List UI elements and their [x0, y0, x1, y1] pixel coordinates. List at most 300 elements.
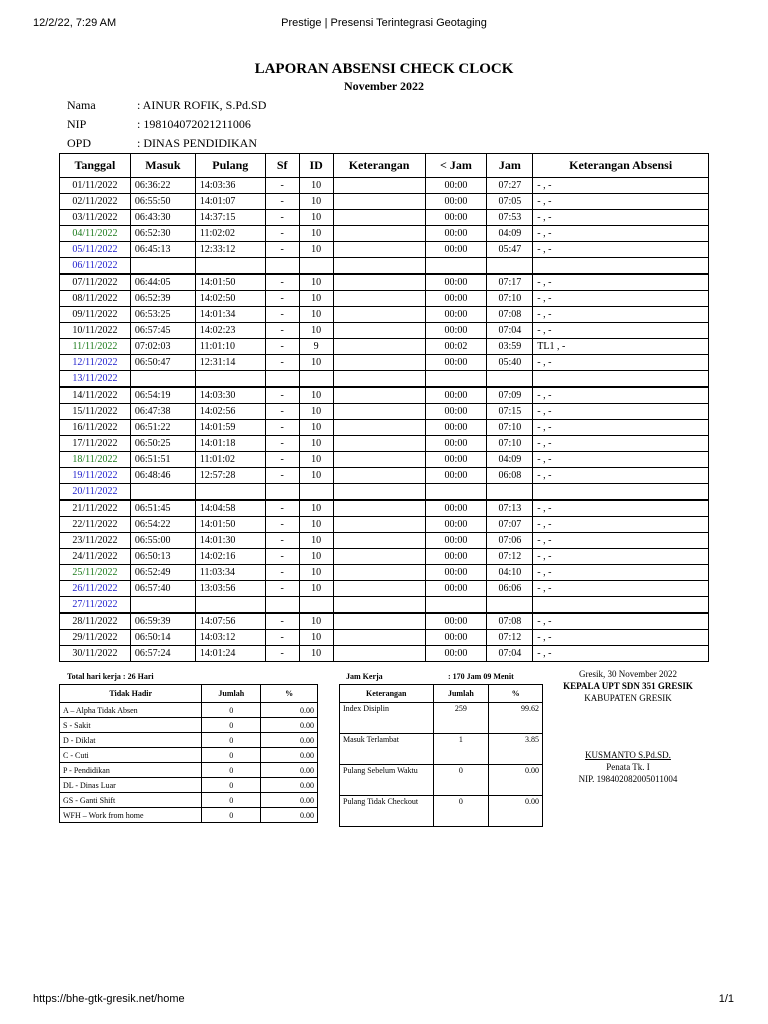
- table-cell: 00:00: [425, 517, 487, 533]
- table-row: [60, 436, 709, 452]
- table-cell: 00:00: [425, 436, 487, 452]
- table-cell: -: [265, 646, 299, 662]
- table-cell: 14:37:15: [195, 210, 265, 226]
- col-header: Masuk: [130, 154, 195, 178]
- table-cell: - , -: [533, 468, 709, 484]
- table-cell: 06:55:00: [130, 533, 195, 549]
- table-cell: 17/11/2022: [60, 436, 131, 452]
- table-cell: -: [265, 517, 299, 533]
- table-cell: 259: [433, 703, 489, 734]
- table-cell: 26/11/2022: [60, 581, 131, 597]
- table-cell: -: [265, 210, 299, 226]
- table-cell: 14:03:30: [195, 387, 265, 404]
- col-header: Tidak Hadir: [60, 685, 202, 703]
- table-cell: 0.00: [261, 793, 318, 808]
- table-cell: 07:09: [487, 387, 533, 404]
- table-cell: [425, 258, 487, 275]
- table-row: [60, 630, 709, 646]
- table-cell: 07:15: [487, 404, 533, 420]
- table-cell: 14:02:56: [195, 404, 265, 420]
- table-cell: 10: [299, 581, 333, 597]
- table-cell: [333, 549, 425, 565]
- table-cell: 0.00: [261, 718, 318, 733]
- table-cell: 23/11/2022: [60, 533, 131, 549]
- table-cell: [533, 371, 709, 388]
- table-cell: 0: [202, 733, 261, 748]
- table-cell: 07:04: [487, 646, 533, 662]
- table-cell: 10: [299, 436, 333, 452]
- signature-rank: Penata Tk. I: [606, 762, 650, 772]
- table-cell: [333, 226, 425, 242]
- table-cell: -: [265, 178, 299, 194]
- table-cell: 06:08: [487, 468, 533, 484]
- table-row: [60, 420, 709, 436]
- table-cell: 11/11/2022: [60, 339, 131, 355]
- table-cell: 14:04:58: [195, 500, 265, 517]
- table-cell: 10: [299, 533, 333, 549]
- table-row: [60, 371, 709, 388]
- table-cell: [333, 436, 425, 452]
- table-cell: 14:01:59: [195, 420, 265, 436]
- table-cell: [333, 307, 425, 323]
- table-cell: 0.00: [261, 808, 318, 823]
- col-header: Jam: [487, 154, 533, 178]
- info-opd: [67, 136, 257, 151]
- info-nama: [67, 98, 267, 113]
- attendance-body: [60, 178, 709, 662]
- col-header: Pulang: [195, 154, 265, 178]
- table-cell: [333, 597, 425, 614]
- table-cell: 06:51:45: [130, 500, 195, 517]
- table-cell: 07:17: [487, 274, 533, 291]
- table-cell: 00:00: [425, 468, 487, 484]
- col-header: Tanggal: [60, 154, 131, 178]
- table-cell: [425, 371, 487, 388]
- table-cell: 06:57:40: [130, 581, 195, 597]
- table-cell: 0: [202, 778, 261, 793]
- table-cell: 06:50:14: [130, 630, 195, 646]
- table-cell: 14:03:12: [195, 630, 265, 646]
- table-cell: 00:00: [425, 646, 487, 662]
- attendance-table: [59, 153, 709, 662]
- table-cell: 06:53:25: [130, 307, 195, 323]
- table-cell: 0: [202, 793, 261, 808]
- table-cell: -: [265, 436, 299, 452]
- table-cell: - , -: [533, 387, 709, 404]
- table-cell: 14:02:16: [195, 549, 265, 565]
- table-cell: -: [265, 581, 299, 597]
- table-cell: 29/11/2022: [60, 630, 131, 646]
- table-cell: 10: [299, 387, 333, 404]
- report-title: LAPORAN ABSENSI CHECK CLOCK: [254, 61, 514, 77]
- table-cell: - , -: [533, 613, 709, 630]
- table-row: [60, 355, 709, 371]
- print-page-number: 1/1: [718, 993, 734, 1005]
- table-cell: - , -: [533, 404, 709, 420]
- table-cell: 00:00: [425, 210, 487, 226]
- table-cell: 06/11/2022: [60, 258, 131, 275]
- table-row: [60, 307, 709, 323]
- table-row: [60, 517, 709, 533]
- table-cell: - , -: [533, 178, 709, 194]
- table-cell: 08/11/2022: [60, 291, 131, 307]
- table-cell: 07:07: [487, 517, 533, 533]
- table-cell: 10: [299, 630, 333, 646]
- info-value: : DINAS PENDIDIKAN: [137, 136, 257, 150]
- col-header: Keterangan Absensi: [533, 154, 709, 178]
- table-cell: - , -: [533, 210, 709, 226]
- table-cell: 04/11/2022: [60, 226, 131, 242]
- print-url: https://bhe-gtk-gresik.net/home: [33, 993, 185, 1005]
- table-cell: - , -: [533, 533, 709, 549]
- table-cell: 07:53: [487, 210, 533, 226]
- table-cell: [299, 597, 333, 614]
- table-cell: 02/11/2022: [60, 194, 131, 210]
- table-cell: 10: [299, 517, 333, 533]
- table-cell: S - Sakit: [60, 718, 202, 733]
- table-cell: [533, 597, 709, 614]
- col-header: Sf: [265, 154, 299, 178]
- table-row: [60, 581, 709, 597]
- table-cell: 12/11/2022: [60, 355, 131, 371]
- table-cell: 14:01:50: [195, 517, 265, 533]
- table-cell: 10: [299, 404, 333, 420]
- col-header: < Jam: [425, 154, 487, 178]
- table-cell: 06:59:39: [130, 613, 195, 630]
- table-cell: 12:57:28: [195, 468, 265, 484]
- table-cell: 10: [299, 500, 333, 517]
- table-cell: - , -: [533, 274, 709, 291]
- table-cell: -: [265, 226, 299, 242]
- table-cell: [333, 517, 425, 533]
- table-cell: [195, 258, 265, 275]
- info-label: Nama: [67, 98, 96, 112]
- table-cell: -: [265, 274, 299, 291]
- table-cell: 06:48:46: [130, 468, 195, 484]
- table-cell: 06:44:05: [130, 274, 195, 291]
- table-cell: 10: [299, 291, 333, 307]
- table-row: [60, 484, 709, 501]
- table-cell: 10: [299, 452, 333, 468]
- table-cell: 0: [202, 718, 261, 733]
- table-cell: [533, 258, 709, 275]
- table-cell: 11:01:02: [195, 452, 265, 468]
- table-cell: [265, 258, 299, 275]
- table-cell: 07:10: [487, 291, 533, 307]
- table-cell: 11:03:34: [195, 565, 265, 581]
- table-cell: 3.85: [489, 734, 543, 765]
- table-cell: 14:03:36: [195, 178, 265, 194]
- table-cell: Pulang Sebelum Waktu: [340, 765, 434, 796]
- table-cell: 10: [299, 646, 333, 662]
- table-cell: 00:00: [425, 242, 487, 258]
- table-cell: 07:06: [487, 533, 533, 549]
- table-row: [60, 404, 709, 420]
- table-cell: [299, 258, 333, 275]
- table-cell: 06:57:24: [130, 646, 195, 662]
- table-cell: 06:57:45: [130, 323, 195, 339]
- table-cell: -: [265, 549, 299, 565]
- table-cell: [333, 323, 425, 339]
- table-cell: 00:00: [425, 274, 487, 291]
- report-period: November 2022: [343, 79, 425, 93]
- table-cell: -: [265, 387, 299, 404]
- table-cell: [299, 484, 333, 501]
- table-cell: - , -: [533, 500, 709, 517]
- table-cell: [333, 630, 425, 646]
- info-label: OPD: [67, 136, 92, 150]
- table-cell: 00:00: [425, 549, 487, 565]
- table-cell: - , -: [533, 291, 709, 307]
- table-cell: 0: [202, 748, 261, 763]
- table-cell: [333, 565, 425, 581]
- table-cell: [333, 452, 425, 468]
- table-row: [60, 291, 709, 307]
- table-cell: 07:05: [487, 194, 533, 210]
- table-cell: 11:02:02: [195, 226, 265, 242]
- table-cell: [533, 484, 709, 501]
- table-cell: 03:59: [487, 339, 533, 355]
- table-cell: [333, 210, 425, 226]
- table-cell: 00:00: [425, 420, 487, 436]
- table-cell: [333, 194, 425, 210]
- col-header: %: [261, 685, 318, 703]
- table-cell: 10: [299, 468, 333, 484]
- table-cell: - , -: [533, 549, 709, 565]
- table-cell: 00:00: [425, 404, 487, 420]
- table-cell: 14:01:07: [195, 194, 265, 210]
- table-cell: 10: [299, 194, 333, 210]
- table-cell: - , -: [533, 323, 709, 339]
- table-cell: - , -: [533, 355, 709, 371]
- info-nip: [67, 117, 251, 132]
- table-cell: 0.00: [261, 733, 318, 748]
- table-cell: 03/11/2022: [60, 210, 131, 226]
- table-cell: -: [265, 533, 299, 549]
- table-cell: 30/11/2022: [60, 646, 131, 662]
- table-row: [60, 778, 318, 793]
- table-cell: 10: [299, 549, 333, 565]
- table-cell: [195, 484, 265, 501]
- table-cell: 00:02: [425, 339, 487, 355]
- table-cell: 05:40: [487, 355, 533, 371]
- table-cell: [333, 291, 425, 307]
- table-cell: -: [265, 242, 299, 258]
- table-cell: A – Alpha Tidak Absen: [60, 703, 202, 718]
- table-cell: -: [265, 468, 299, 484]
- table-cell: 12:31:14: [195, 355, 265, 371]
- table-cell: 06:45:13: [130, 242, 195, 258]
- table-cell: [333, 339, 425, 355]
- table-cell: 00:00: [425, 565, 487, 581]
- table-cell: [333, 581, 425, 597]
- table-cell: - , -: [533, 436, 709, 452]
- table-cell: 07:12: [487, 549, 533, 565]
- table-cell: [195, 371, 265, 388]
- table-row: [60, 500, 709, 517]
- table-cell: 07:08: [487, 613, 533, 630]
- col-header: Keterangan: [340, 685, 434, 703]
- table-row: [60, 468, 709, 484]
- table-header-row: [340, 685, 543, 703]
- table-cell: 00:00: [425, 387, 487, 404]
- table-cell: 00:00: [425, 307, 487, 323]
- print-datetime: 12/2/22, 7:29 AM: [33, 17, 117, 29]
- table-cell: 99.62: [489, 703, 543, 734]
- table-cell: 0.00: [261, 703, 318, 718]
- table-cell: 07:10: [487, 436, 533, 452]
- table-cell: 00:00: [425, 178, 487, 194]
- table-cell: [333, 355, 425, 371]
- table-cell: - , -: [533, 517, 709, 533]
- table-cell: 21/11/2022: [60, 500, 131, 517]
- table-cell: 0.00: [261, 778, 318, 793]
- table-cell: - , -: [533, 630, 709, 646]
- table-cell: [333, 420, 425, 436]
- table-cell: [425, 484, 487, 501]
- table-cell: 0: [433, 796, 489, 827]
- table-row: [60, 597, 709, 614]
- table-cell: -: [265, 500, 299, 517]
- table-row: [60, 703, 318, 718]
- table-cell: GS - Ganti Shift: [60, 793, 202, 808]
- table-cell: -: [265, 565, 299, 581]
- table-cell: [333, 242, 425, 258]
- col-header: Jumlah: [433, 685, 489, 703]
- table-cell: 14:02:23: [195, 323, 265, 339]
- table-cell: 00:00: [425, 500, 487, 517]
- table-cell: 10: [299, 178, 333, 194]
- table-cell: 07:02:03: [130, 339, 195, 355]
- print-page-title: Prestige | Presensi Terintegrasi Geotaging: [281, 17, 487, 29]
- discipline-summary-body: [340, 703, 543, 827]
- table-cell: 14:02:50: [195, 291, 265, 307]
- table-cell: 01/11/2022: [60, 178, 131, 194]
- table-cell: 10: [299, 242, 333, 258]
- col-header: %: [489, 685, 543, 703]
- table-cell: [333, 484, 425, 501]
- table-cell: [333, 274, 425, 291]
- table-cell: 00:00: [425, 613, 487, 630]
- table-cell: [333, 371, 425, 388]
- table-cell: 06:50:47: [130, 355, 195, 371]
- table-cell: Masuk Terlambat: [340, 734, 434, 765]
- table-cell: 00:00: [425, 452, 487, 468]
- table-cell: 04:09: [487, 226, 533, 242]
- table-cell: 05/11/2022: [60, 242, 131, 258]
- table-cell: -: [265, 420, 299, 436]
- table-cell: [425, 597, 487, 614]
- table-cell: [130, 484, 195, 501]
- jam-kerja-value: : 170 Jam 09 Menit: [448, 672, 514, 681]
- table-cell: 07:10: [487, 420, 533, 436]
- table-cell: [265, 597, 299, 614]
- table-cell: WFH – Work from home: [60, 808, 202, 823]
- table-row: [60, 210, 709, 226]
- table-cell: [333, 613, 425, 630]
- info-value: : 198104072021211006: [137, 117, 251, 131]
- table-cell: - , -: [533, 307, 709, 323]
- table-row: [60, 274, 709, 291]
- table-cell: 14:01:50: [195, 274, 265, 291]
- table-row: [60, 323, 709, 339]
- table-cell: 15/11/2022: [60, 404, 131, 420]
- signature-name: KUSMANTO S.Pd.SD.: [585, 750, 671, 760]
- table-cell: TL1 , -: [533, 339, 709, 355]
- table-cell: - , -: [533, 565, 709, 581]
- table-cell: [487, 597, 533, 614]
- table-cell: 05:47: [487, 242, 533, 258]
- table-cell: Pulang Tidak Checkout: [340, 796, 434, 827]
- table-cell: [333, 533, 425, 549]
- table-cell: [265, 371, 299, 388]
- table-cell: 24/11/2022: [60, 549, 131, 565]
- table-cell: 00:00: [425, 355, 487, 371]
- table-cell: [299, 371, 333, 388]
- table-cell: 06:50:25: [130, 436, 195, 452]
- table-cell: -: [265, 307, 299, 323]
- table-row: [60, 226, 709, 242]
- table-cell: 13/11/2022: [60, 371, 131, 388]
- table-cell: [130, 597, 195, 614]
- table-cell: [487, 371, 533, 388]
- table-cell: 00:00: [425, 630, 487, 646]
- table-cell: 0: [433, 765, 489, 796]
- table-cell: 06:36:22: [130, 178, 195, 194]
- table-cell: 06:06: [487, 581, 533, 597]
- table-cell: 07:04: [487, 323, 533, 339]
- table-cell: 0: [202, 763, 261, 778]
- table-cell: 0.00: [489, 765, 543, 796]
- table-row: [60, 194, 709, 210]
- table-cell: 19/11/2022: [60, 468, 131, 484]
- table-cell: 18/11/2022: [60, 452, 131, 468]
- table-row: [60, 733, 318, 748]
- table-cell: [333, 468, 425, 484]
- table-cell: -: [265, 404, 299, 420]
- table-cell: [130, 258, 195, 275]
- table-cell: - , -: [533, 242, 709, 258]
- absence-summary-table: [59, 684, 318, 823]
- table-cell: 10: [299, 274, 333, 291]
- table-cell: 06:47:38: [130, 404, 195, 420]
- table-cell: 07:27: [487, 178, 533, 194]
- info-value: : AINUR ROFIK, S.Pd.SD: [137, 98, 267, 112]
- col-header: Keterangan: [333, 154, 425, 178]
- table-cell: 00:00: [425, 194, 487, 210]
- table-row: [60, 258, 709, 275]
- table-cell: 14:01:18: [195, 436, 265, 452]
- table-cell: 06:51:51: [130, 452, 195, 468]
- table-cell: 07/11/2022: [60, 274, 131, 291]
- table-cell: 10: [299, 210, 333, 226]
- table-cell: 06:50:13: [130, 549, 195, 565]
- table-cell: 20/11/2022: [60, 484, 131, 501]
- table-cell: 10: [299, 355, 333, 371]
- table-row: [60, 549, 709, 565]
- signature-nip: NIP. 198402082005011004: [578, 774, 678, 784]
- table-cell: 28/11/2022: [60, 613, 131, 630]
- table-cell: 14/11/2022: [60, 387, 131, 404]
- table-cell: 0.00: [261, 763, 318, 778]
- table-row: [60, 613, 709, 630]
- table-cell: 14:01:30: [195, 533, 265, 549]
- table-row: [60, 178, 709, 194]
- total-work-days: Total hari kerja : 26 Hari: [67, 672, 154, 681]
- table-cell: [130, 371, 195, 388]
- discipline-summary-table: [339, 684, 543, 827]
- table-cell: 00:00: [425, 226, 487, 242]
